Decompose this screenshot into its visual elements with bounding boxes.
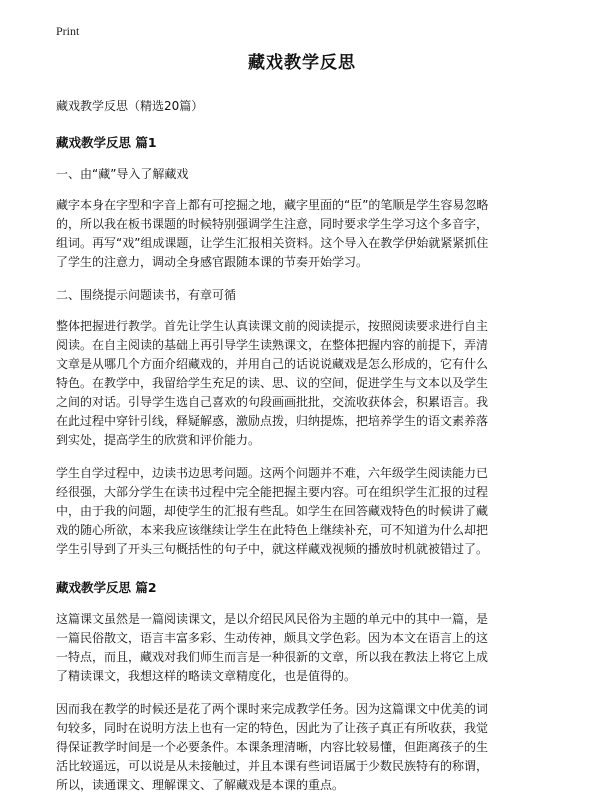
text-line: 句较多，同时在说明方法上也有一定的特色，因此为了让孩子真正有所收获，我觉: [56, 721, 489, 735]
article-1-section-2-heading: 二、围绕提示问题读书，有章可循: [56, 288, 237, 302]
text-line: 得保证教学时间是一个必要条件。本课条理清晰，内容比较易懂，但距离孩子的生: [56, 740, 489, 754]
text-line: 经很强，大部分学生在读书过程中完全能把握主要内容。可在组织学生汇报的过程: [56, 485, 489, 499]
text-line: 这篇课文虽然是一篇阅读课文，是以介绍民风民俗为主题的单元中的其中一篇，是: [56, 612, 489, 626]
text-line: 所以，读通课文、理解课文、了解藏戏是本课的重点。: [56, 778, 345, 792]
text-line: 因而我在教学的时候还是花了两个课时来完成教学任务。因为这篇课文中优美的词: [56, 702, 489, 716]
article-2-paragraph-2: [56, 700, 548, 795]
text-line: 中，由于我的问题，却使学生的汇报有些乱。如学生在回答藏戏特色的时候讲了藏: [56, 504, 489, 518]
text-line: 整体把握进行教学。首先让学生认真读课文前的阅读提示，按照阅读要求进行自主: [56, 319, 489, 333]
text-line: 学生自学过程中，边读书边思考问题。这两个问题并不难，六年级学生阅读能力已: [56, 466, 489, 480]
text-line: 藏字本身在字型和字音上都有可挖掘之地，藏字里面的“臣”的笔顺是学生容易忽略: [56, 198, 489, 212]
text-line: 之间的对话。引导学生选自己喜欢的句段画画批批，交流收获体会，积累语言。我: [56, 395, 489, 409]
text-line: 了学生的注意力，调动全身感官跟随本课的节奏开始学习。: [56, 255, 369, 269]
text-line: 一特点，而且，藏戏对我们师生而言是一种很新的文章，所以我在教法上将它上成: [56, 650, 489, 664]
article-2-paragraph-1: [56, 610, 548, 686]
text-line: 在此过程中穿针引线，释疑解惑，激励点拨，归纳提炼，把培养学生的语文素养落: [56, 414, 489, 428]
document-subtitle: 藏戏教学反思（精选20篇）: [56, 99, 204, 113]
text-line: 到实处，提高学生的欣赏和评价能力。: [56, 433, 261, 447]
text-line: 一篇民俗散文，语言丰富多彩、生动传神，颇具文学色彩。因为本文在语言上的这: [56, 631, 489, 645]
text-line: 阅读。在自主阅读的基础上再引导学生读熟课文，在整体把握内容的前提下，弄清: [56, 338, 489, 352]
page-title: 藏戏教学反思: [248, 53, 356, 73]
text-line: 戏的随心所欲，本来我应该继续让学生在此特色上继续补充，可不知道为什么却把: [56, 523, 489, 537]
article-2-heading: 藏戏教学反思 篇2: [56, 580, 157, 595]
print-label[interactable]: Print: [56, 24, 80, 38]
text-line: 活比较遥远，可以说是从未接触过，并且本课有些词语属于少数民族特有的称谓，: [56, 759, 489, 773]
text-line: 了精读课文，我想这样的略读文章精度化，也是值得的。: [56, 669, 357, 683]
text-line: 学生引导到了开头三句概括性的句子中，就这样藏戏视频的播放时机就被错过了。: [56, 542, 489, 556]
article-1-paragraph-3: [56, 464, 548, 559]
document-page: [56, 48, 548, 795]
article-1-paragraph-1: [56, 196, 548, 272]
text-line: 的，所以我在板书课题的时候特别强调学生注意，同时要求学生学习这个多音字，: [56, 217, 489, 231]
article-1-heading: 藏戏教学反思 篇1: [56, 135, 157, 150]
article-1-paragraph-2: [56, 317, 548, 450]
article-1-section-1-heading: 一、由“藏”导入了解藏戏: [56, 167, 189, 181]
text-line: 文章是从哪几个方面介绍藏戏的，并用自己的话说说藏戏是怎么形成的，它有什么: [56, 357, 489, 371]
text-line: 特色。在教学中，我留给学生充足的读、思、议的空间，促进学生与文本以及学生: [56, 376, 489, 390]
text-line: 组词。再写“戏”组成课题，让学生汇报相关资料。这个导入在教学伊始就紧紧抓住: [56, 236, 489, 250]
